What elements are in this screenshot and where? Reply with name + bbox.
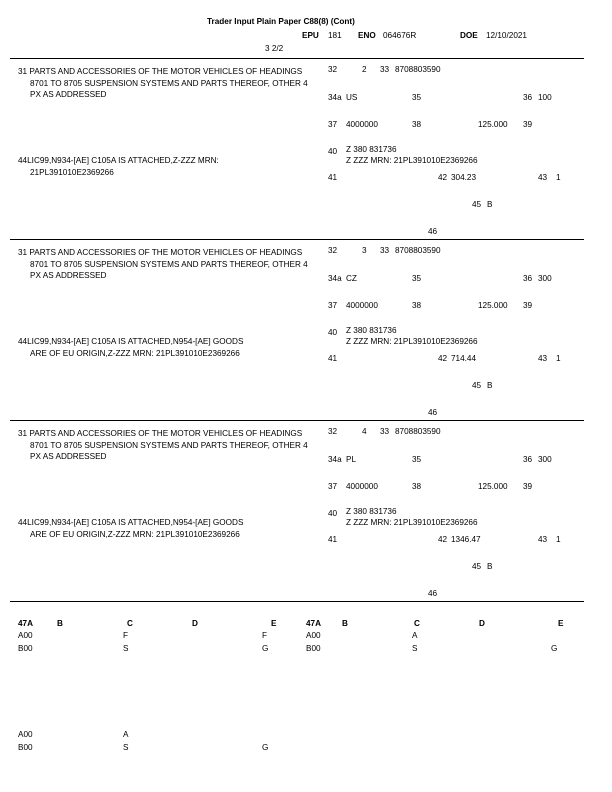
divider: [10, 601, 584, 602]
box-45-label: 45: [472, 381, 482, 390]
box-34a-label: 34a: [328, 93, 342, 102]
item-price: 714.44: [451, 354, 477, 363]
tax-left-header-b: B: [57, 619, 63, 628]
cpc-code: 4000000: [346, 482, 378, 491]
tax-left-row-b00-c: S: [123, 644, 129, 653]
previous-document-2: Z ZZZ MRN: 21PL391010E2369266: [346, 156, 478, 165]
box-41-label: 41: [328, 354, 338, 363]
tax-right-header-c: C: [414, 619, 420, 628]
tax-right-header-b: B: [342, 619, 348, 628]
box-36-label: 36: [523, 93, 533, 102]
net-mass: 125.000: [478, 120, 508, 129]
divider: [10, 420, 584, 421]
net-mass: 125.000: [478, 301, 508, 310]
item-number: 2: [362, 65, 367, 74]
preference-code: 300: [538, 455, 552, 464]
box-41-label: 41: [328, 535, 338, 544]
box-42-label: 42: [438, 173, 448, 182]
item-block: [0, 428, 612, 608]
origin-country: PL: [346, 455, 357, 464]
box-46-label: 46: [428, 589, 438, 598]
tax-right-row-a00-c: A: [412, 631, 418, 640]
box-43-label: 43: [538, 535, 548, 544]
divider: [10, 239, 584, 240]
box-37-label: 37: [328, 482, 338, 491]
preference-code: 300: [538, 274, 552, 283]
eno-value: 064676R: [383, 31, 417, 40]
box-32-label: 32: [328, 246, 338, 255]
valuation-method: 1: [556, 173, 561, 182]
item-block: [0, 66, 612, 246]
tax-left-row-b00-e: G: [262, 644, 269, 653]
commodity-code: 8708803590: [395, 246, 441, 255]
tax-bottom-row-a00-c: A: [123, 730, 129, 739]
tax-right-row-a00-code: A00: [306, 631, 321, 640]
box-36-label: 36: [523, 274, 533, 283]
box-34a-label: 34a: [328, 274, 342, 283]
tax-right-header-47a: 47A: [306, 619, 322, 628]
box-45-label: 45: [472, 562, 482, 571]
tax-left-header-47a: 47A: [18, 619, 34, 628]
box-40-label: 40: [328, 328, 338, 337]
box-32-label: 32: [328, 65, 338, 74]
doe-value: 12/10/2021: [486, 31, 527, 40]
box-43-label: 43: [538, 354, 548, 363]
box-36-label: 36: [523, 455, 533, 464]
previous-document-1: Z 380 831736: [346, 507, 397, 516]
box-35-label: 35: [412, 93, 422, 102]
item-description: 31 PARTS AND ACCESSORIES OF THE MOTOR VEHICLES OF HEADINGS 8701 TO 8705 SUSPENSION SYSTEMS AND PARTS THEREOF, OTHER 4 PX AS ADDRESSED: [18, 248, 308, 280]
box-40-label: 40: [328, 509, 338, 518]
eno-label: ENO: [358, 31, 376, 40]
item-price: 304.23: [451, 173, 477, 182]
box-44-remarks: 44LIC99,N934-[AE] C105A IS ATTACHED,Z-ZZZ MRN: 21PL391010E2369266: [18, 156, 219, 177]
box-42-label: 42: [438, 354, 448, 363]
box-39-label: 39: [523, 120, 533, 129]
box-35-label: 35: [412, 455, 422, 464]
previous-document-2: Z ZZZ MRN: 21PL391010E2369266: [346, 518, 478, 527]
box-44-remarks: 44LIC99,N934-[AE] C105A IS ATTACHED,N954-[AE] GOODS ARE OF EU ORIGIN,Z-ZZZ MRN: 21PL391010E2369266: [18, 518, 244, 539]
item-number: 4: [362, 427, 367, 436]
preference-code: 100: [538, 93, 552, 102]
tax-bottom-row-a00-code: A00: [18, 730, 33, 739]
tax-right-row-b00-e: G: [551, 644, 558, 653]
epu-label: EPU: [302, 31, 319, 40]
doe-label: DOE: [460, 31, 478, 40]
box-37-label: 37: [328, 301, 338, 310]
tax-left-header-e: E: [271, 619, 277, 628]
tax-left-header-c: C: [127, 619, 133, 628]
box-41-label: 41: [328, 173, 338, 182]
item-price: 1346.47: [451, 535, 481, 544]
page-indicator: 3 2/2: [265, 44, 284, 53]
item-description: 31 PARTS AND ACCESSORIES OF THE MOTOR VEHICLES OF HEADINGS 8701 TO 8705 SUSPENSION SYSTEMS AND PARTS THEREOF, OTHER 4 PX AS ADDRESSED: [18, 429, 308, 461]
box-38-label: 38: [412, 120, 422, 129]
cpc-code: 4000000: [346, 120, 378, 129]
box-45-value: B: [487, 381, 493, 390]
box-34a-label: 34a: [328, 455, 342, 464]
tax-bottom-row-b00-code: B00: [18, 743, 33, 752]
tax-left-row-b00-code: B00: [18, 644, 33, 653]
commodity-code: 8708803590: [395, 427, 441, 436]
origin-country: US: [346, 93, 358, 102]
origin-country: CZ: [346, 274, 357, 283]
box-33-label: 33: [380, 246, 390, 255]
box-39-label: 39: [523, 482, 533, 491]
tax-left-row-a00-e: F: [262, 631, 268, 640]
item-number: 3: [362, 246, 367, 255]
box-40-label: 40: [328, 147, 338, 156]
box-44-remarks: 44LIC99,N934-[AE] C105A IS ATTACHED,N954-[AE] GOODS ARE OF EU ORIGIN,Z-ZZZ MRN: 21PL391010E2369266: [18, 337, 244, 358]
item-description: 31 PARTS AND ACCESSORIES OF THE MOTOR VEHICLES OF HEADINGS 8701 TO 8705 SUSPENSION SYSTEMS AND PARTS THEREOF, OTHER 4 PX AS ADDRESSED: [18, 67, 308, 99]
previous-document-1: Z 380 831736: [346, 326, 397, 335]
tax-left-row-a00-c: F: [123, 631, 129, 640]
box-33-label: 33: [380, 65, 390, 74]
commodity-code: 8708803590: [395, 65, 441, 74]
box-45-label: 45: [472, 200, 482, 209]
tax-left-row-a00-code: A00: [18, 631, 33, 640]
box-32-label: 32: [328, 427, 338, 436]
epu-value: 181: [328, 31, 342, 40]
item-block: [0, 247, 612, 427]
box-45-value: B: [487, 562, 493, 571]
box-46-label: 46: [428, 408, 438, 417]
tax-bottom-row-b00-c: S: [123, 743, 129, 752]
valuation-method: 1: [556, 535, 561, 544]
previous-document-2: Z ZZZ MRN: 21PL391010E2369266: [346, 337, 478, 346]
box-37-label: 37: [328, 120, 338, 129]
tax-right-header-e: E: [558, 619, 564, 628]
tax-right-row-b00-c: S: [412, 644, 418, 653]
box-38-label: 38: [412, 301, 422, 310]
box-46-label: 46: [428, 227, 438, 236]
valuation-method: 1: [556, 354, 561, 363]
box-35-label: 35: [412, 274, 422, 283]
divider: [10, 58, 584, 59]
box-33-label: 33: [380, 427, 390, 436]
form-title: Trader Input Plain Paper C88(8) (Cont): [207, 17, 355, 26]
tax-right-row-b00-code: B00: [306, 644, 321, 653]
box-39-label: 39: [523, 301, 533, 310]
tax-bottom-row-b00-e: G: [262, 743, 269, 752]
box-43-label: 43: [538, 173, 548, 182]
net-mass: 125.000: [478, 482, 508, 491]
box-42-label: 42: [438, 535, 448, 544]
cpc-code: 4000000: [346, 301, 378, 310]
tax-left-header-d: D: [192, 619, 198, 628]
box-38-label: 38: [412, 482, 422, 491]
tax-right-header-d: D: [479, 619, 485, 628]
previous-document-1: Z 380 831736: [346, 145, 397, 154]
box-45-value: B: [487, 200, 493, 209]
